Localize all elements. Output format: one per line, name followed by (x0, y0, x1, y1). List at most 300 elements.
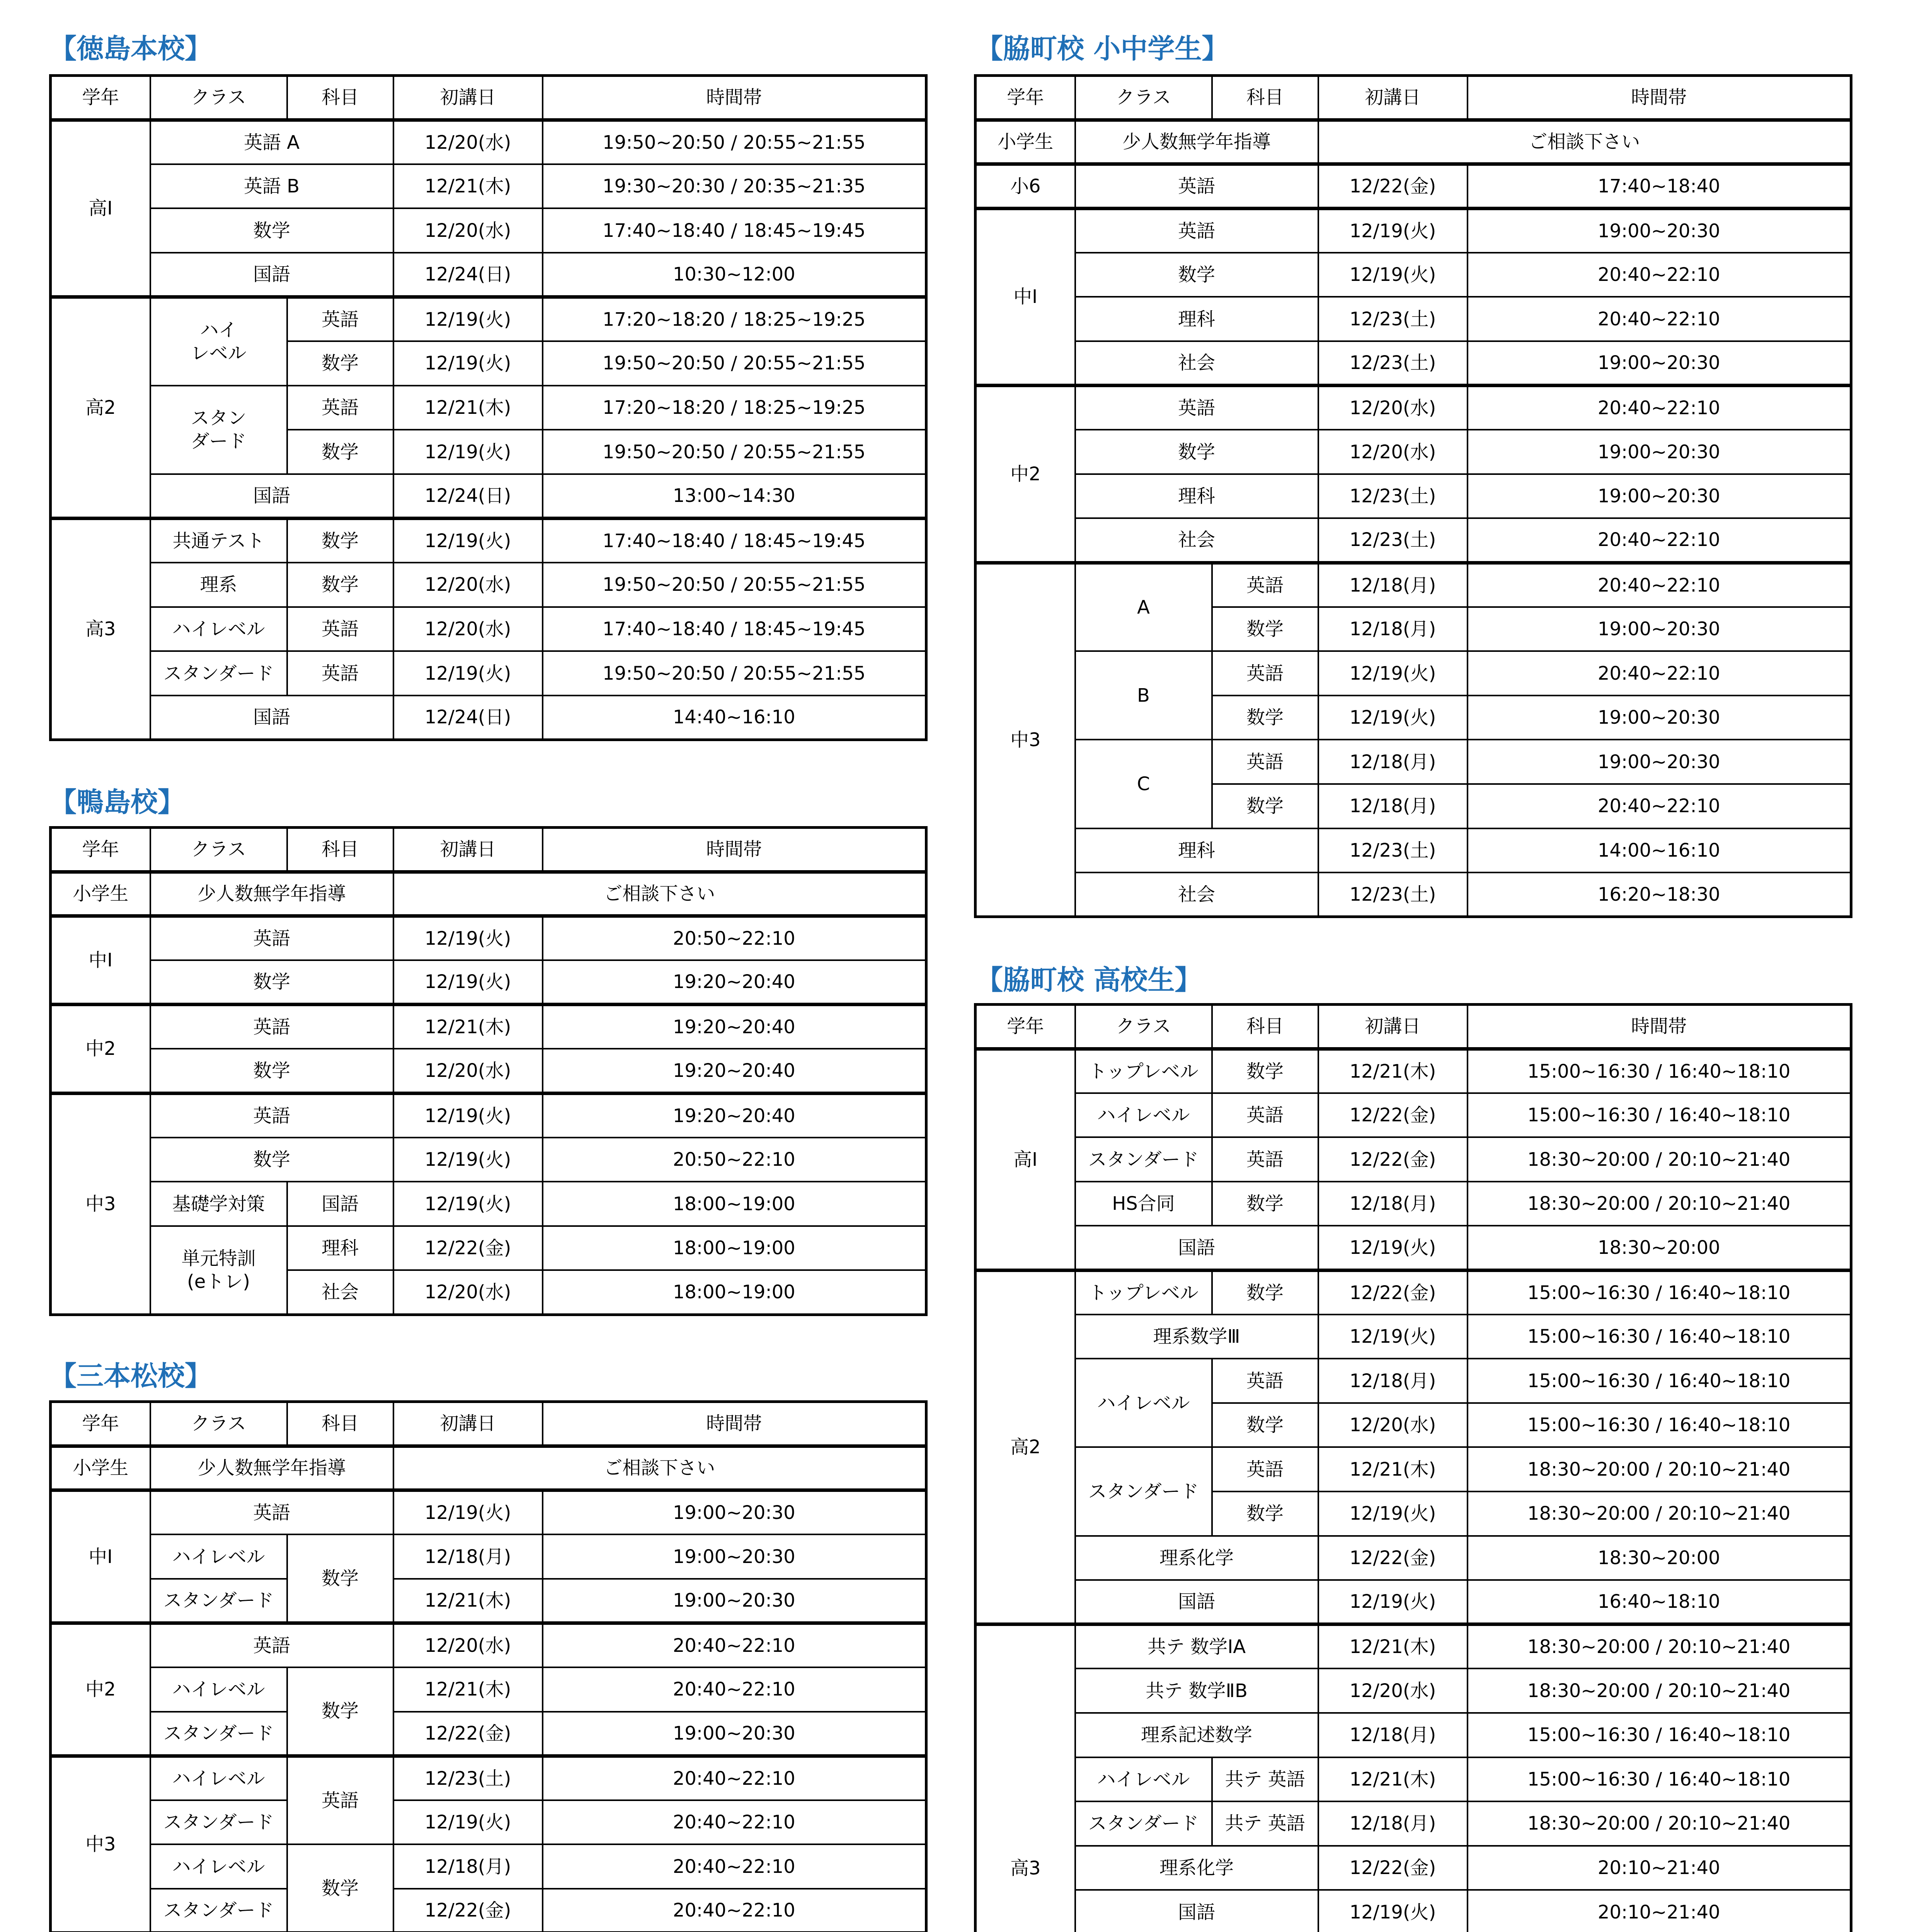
time-cell: 19:50~20:50 / 20:55~21:55 (543, 341, 926, 386)
class-cell: スタンダード (1075, 1801, 1212, 1846)
class-cell: 単元特訓 (eトレ) (150, 1226, 287, 1315)
date-cell: 12/21(木) (393, 164, 543, 209)
table-row (51, 1138, 926, 1182)
section-title-tokushima: 【徳島本校】 (49, 33, 212, 65)
consult-cell: ご相談下さい (393, 872, 926, 916)
date-cell: 12/19(火) (1318, 1580, 1468, 1624)
time-cell: 18:30~20:00 / 20:10~21:40 (1468, 1137, 1851, 1182)
class-cell: 理系数学Ⅲ (1075, 1315, 1318, 1359)
class-cell: ハイレベル (150, 1844, 287, 1889)
grade-cell: 中2 (51, 1623, 150, 1756)
grade-cell: 高Ⅰ (976, 1049, 1075, 1270)
time-cell: 20:40~22:10 (1468, 518, 1851, 563)
date-cell: 12/20(水) (393, 208, 543, 253)
time-cell: 19:00~20:30 (543, 1579, 926, 1623)
time-cell: 20:10~21:40 (1468, 1846, 1851, 1890)
time-cell: 20:40~22:10 (543, 1844, 926, 1889)
date-cell: 12/23(土) (1318, 872, 1468, 917)
class-cell: 少人数無学年指導 (150, 1446, 393, 1490)
date-cell: 12/23(土) (1318, 474, 1468, 519)
schedule-table-wakimachi-hs (974, 1003, 1852, 1932)
grade-cell: 中2 (51, 1005, 150, 1093)
time-cell: 18:30~20:00 / 20:10~21:40 (1468, 1447, 1851, 1492)
date-cell: 12/22(金) (1318, 1137, 1468, 1182)
table-row (51, 208, 926, 253)
class-cell: 社会 (1075, 872, 1318, 917)
class-cell: スタンダード (150, 1889, 287, 1932)
table-row (51, 164, 926, 209)
table-row (51, 1049, 926, 1093)
date-cell: 12/21(木) (393, 1667, 543, 1712)
time-cell: 15:00~16:30 / 16:40~18:10 (1468, 1270, 1851, 1315)
date-cell: 12/18(月) (1318, 563, 1468, 607)
table-row (51, 1800, 926, 1845)
time-cell: 18:00~19:00 (543, 1226, 926, 1270)
class-cell: 英語 (1075, 208, 1318, 253)
table-row (976, 1801, 1851, 1846)
header-grade: 学年 (51, 1402, 150, 1446)
table-row (51, 1490, 926, 1535)
date-cell: 12/19(火) (393, 1138, 543, 1182)
date-cell: 12/19(火) (393, 1093, 543, 1138)
date-cell: 12/18(月) (393, 1534, 543, 1579)
date-cell: 12/19(火) (393, 297, 543, 341)
class-cell: ハイレベル (150, 1756, 287, 1800)
date-cell: 12/19(火) (1318, 696, 1468, 740)
date-cell: 12/23(土) (1318, 297, 1468, 341)
table-row (976, 1890, 1851, 1932)
table-row (51, 960, 926, 1005)
class-cell: 理系化学 (1075, 1846, 1318, 1890)
table-row (976, 1757, 1851, 1802)
date-cell: 12/21(木) (393, 1005, 543, 1049)
time-cell: 19:20~20:40 (543, 1049, 926, 1093)
time-cell: 20:10~21:40 (1468, 1890, 1851, 1932)
grade-cell: 高3 (51, 518, 150, 740)
table-row (51, 518, 926, 563)
header-first-date: 初講日 (1318, 76, 1468, 120)
date-cell: 12/22(金) (393, 1712, 543, 1756)
time-cell: 19:00~20:30 (1468, 607, 1851, 651)
time-cell: 20:40~22:10 (543, 1800, 926, 1845)
header-grade: 学年 (976, 76, 1075, 120)
subject-cell: 数学 (287, 1534, 393, 1623)
subject-cell: 数学 (1212, 607, 1318, 651)
subject-cell: 数学 (287, 563, 393, 607)
time-cell: 20:40~22:10 (543, 1889, 926, 1932)
table-row (51, 872, 926, 916)
class-cell: 基礎学対策 (150, 1182, 287, 1226)
time-cell: 19:20~20:40 (543, 1093, 926, 1138)
subject-cell: 数学 (1212, 1182, 1318, 1226)
time-cell: 19:00~20:30 (1468, 474, 1851, 519)
time-cell: 17:40~18:40 / 18:45~19:45 (543, 518, 926, 563)
class-cell: 国語 (1075, 1890, 1318, 1932)
time-cell: 19:50~20:50 / 20:55~21:55 (543, 120, 926, 164)
time-cell: 18:30~20:00 / 20:10~21:40 (1468, 1801, 1851, 1846)
time-cell: 13:00~14:30 (543, 474, 926, 519)
header-time-slot: 時間帯 (543, 828, 926, 872)
date-cell: 12/19(火) (1318, 1492, 1468, 1536)
table-row (51, 1667, 926, 1712)
date-cell: 12/18(月) (1318, 1182, 1468, 1226)
subject-cell: 英語 (1212, 1359, 1318, 1403)
class-cell: 理科 (1075, 297, 1318, 341)
subject-cell: 共テ 英語 (1212, 1801, 1318, 1846)
date-cell: 12/19(火) (393, 341, 543, 386)
time-cell: 18:30~20:00 / 20:10~21:40 (1468, 1492, 1851, 1536)
date-cell: 12/19(火) (1318, 253, 1468, 297)
table-row (976, 1668, 1851, 1713)
table-row (51, 916, 926, 961)
table-row (976, 563, 1851, 607)
table-row (51, 607, 926, 651)
table-row (976, 474, 1851, 519)
class-cell: 数学 (150, 1138, 393, 1182)
table-row (51, 474, 926, 519)
subject-cell: 数学 (287, 341, 393, 386)
time-cell: 20:50~22:10 (543, 1138, 926, 1182)
table-row (51, 253, 926, 297)
table-row (976, 1624, 1851, 1669)
date-cell: 12/20(水) (393, 563, 543, 607)
date-cell: 12/20(水) (393, 1049, 543, 1093)
time-cell: 19:20~20:40 (543, 1005, 926, 1049)
class-cell: B (1075, 651, 1212, 740)
time-cell: 20:40~22:10 (1468, 651, 1851, 696)
time-cell: 15:00~16:30 / 16:40~18:10 (1468, 1713, 1851, 1757)
class-cell: 英語 (150, 1005, 393, 1049)
time-cell: 20:40~22:10 (1468, 297, 1851, 341)
date-cell: 12/19(火) (1318, 1890, 1468, 1932)
date-cell: 12/19(火) (393, 1182, 543, 1226)
date-cell: 12/23(土) (1318, 518, 1468, 563)
table-row (976, 1137, 1851, 1182)
section-title-kamojima: 【鴨島校】 (49, 786, 185, 818)
header-time-slot: 時間帯 (1468, 1005, 1851, 1049)
date-cell: 12/19(火) (1318, 651, 1468, 696)
table-row (976, 120, 1851, 164)
table-row (976, 341, 1851, 386)
time-cell: 18:30~20:00 / 20:10~21:40 (1468, 1182, 1851, 1226)
table-row (976, 1713, 1851, 1757)
table-row (51, 1712, 926, 1756)
table-row (976, 1846, 1851, 1890)
date-cell: 12/19(火) (1318, 208, 1468, 253)
subject-cell: 社会 (287, 1270, 393, 1315)
time-cell: 18:30~20:00 / 20:10~21:40 (1468, 1668, 1851, 1713)
time-cell: 15:00~16:30 / 16:40~18:10 (1468, 1403, 1851, 1447)
grade-cell: 高Ⅰ (51, 120, 150, 297)
subject-cell: 英語 (1212, 1093, 1318, 1138)
time-cell: 19:00~20:30 (543, 1490, 926, 1535)
subject-cell: 数学 (287, 430, 393, 474)
date-cell: 12/23(土) (1318, 828, 1468, 873)
header-time-slot: 時間帯 (543, 76, 926, 120)
table-row (51, 696, 926, 740)
class-cell: スタンダード (150, 1712, 287, 1756)
date-cell: 12/20(水) (1318, 1403, 1468, 1447)
table-row (51, 386, 926, 430)
schedule-table-wakimachi-jr (974, 74, 1852, 918)
subject-cell: 数学 (287, 518, 393, 563)
table-row (51, 1534, 926, 1579)
grade-cell: 中Ⅰ (51, 1490, 150, 1623)
header-time-slot: 時間帯 (543, 1402, 926, 1446)
class-cell: 数学 (150, 960, 393, 1005)
class-cell: スタンダード (1075, 1447, 1212, 1536)
table-row (51, 1182, 926, 1226)
subject-cell: 共テ 英語 (1212, 1757, 1318, 1802)
time-cell: 14:40~16:10 (543, 696, 926, 740)
date-cell: 12/19(火) (393, 1800, 543, 1845)
class-cell: 数学 (150, 208, 393, 253)
date-cell: 12/22(金) (1318, 1093, 1468, 1138)
grade-cell: 中2 (976, 386, 1075, 563)
subject-cell: 英語 (1212, 651, 1318, 696)
subject-cell: 英語 (1212, 1447, 1318, 1492)
time-cell: 20:40~22:10 (543, 1623, 926, 1667)
subject-cell: 数学 (1212, 784, 1318, 828)
grade-cell: 高2 (976, 1270, 1075, 1624)
table-row (51, 1005, 926, 1049)
date-cell: 12/20(水) (393, 120, 543, 164)
date-cell: 12/22(金) (393, 1889, 543, 1932)
table-row (976, 1049, 1851, 1093)
subject-cell: 英語 (1212, 740, 1318, 784)
class-cell: ハイレベル (150, 607, 287, 651)
table-row (976, 1447, 1851, 1492)
date-cell: 12/19(火) (393, 1490, 543, 1535)
table-row (51, 120, 926, 164)
table-row (51, 1623, 926, 1667)
table-row (976, 1580, 1851, 1624)
table-row (51, 297, 926, 341)
subject-cell: 英語 (287, 1756, 393, 1844)
class-cell: 共通テスト (150, 518, 287, 563)
date-cell: 12/18(月) (1318, 1359, 1468, 1403)
table-row (976, 430, 1851, 474)
class-cell: 英語 (1075, 164, 1318, 209)
table-row (976, 872, 1851, 917)
table-row (51, 1889, 926, 1932)
time-cell: 19:50~20:50 / 20:55~21:55 (543, 430, 926, 474)
date-cell: 12/22(金) (1318, 1536, 1468, 1580)
date-cell: 12/21(木) (1318, 1447, 1468, 1492)
class-cell: スタンダード (150, 1579, 287, 1623)
class-cell: スタンダード (150, 1800, 287, 1845)
header-first-date: 初講日 (393, 828, 543, 872)
schedule-table-kamojima (49, 826, 928, 1316)
class-cell: 国語 (150, 253, 393, 297)
table-row (976, 740, 1851, 784)
header-subject: 科目 (287, 76, 393, 120)
time-cell: 17:40~18:40 / 18:45~19:45 (543, 208, 926, 253)
class-cell: 少人数無学年指導 (150, 872, 393, 916)
subject-cell: 英語 (1212, 563, 1318, 607)
date-cell: 12/18(月) (393, 1844, 543, 1889)
date-cell: 12/20(水) (1318, 430, 1468, 474)
date-cell: 12/21(木) (393, 1579, 543, 1623)
table-row (976, 1182, 1851, 1226)
grade-cell: 高3 (976, 1624, 1075, 1932)
time-cell: 15:00~16:30 / 16:40~18:10 (1468, 1359, 1851, 1403)
class-cell: 理科 (1075, 474, 1318, 519)
subject-cell: 数学 (1212, 1270, 1318, 1315)
date-cell: 12/21(木) (393, 386, 543, 430)
table-row (51, 1756, 926, 1800)
class-cell: 英語 A (150, 120, 393, 164)
subject-cell: 理科 (287, 1226, 393, 1270)
date-cell: 12/20(水) (393, 1270, 543, 1315)
time-cell: 19:00~20:30 (1468, 341, 1851, 386)
date-cell: 12/18(月) (1318, 1801, 1468, 1846)
subject-cell: 英語 (287, 386, 393, 430)
table-row (51, 1844, 926, 1889)
subject-cell: 数学 (1212, 1492, 1318, 1536)
date-cell: 12/21(木) (1318, 1624, 1468, 1669)
subject-cell: 数学 (1212, 696, 1318, 740)
class-cell: 国語 (150, 696, 393, 740)
table-row (976, 297, 1851, 341)
section-title-wakimachi-jr: 【脇町校 小中学生】 (976, 33, 1229, 65)
class-cell: 理系記述数学 (1075, 1713, 1318, 1757)
date-cell: 12/24(日) (393, 696, 543, 740)
table-row (51, 563, 926, 607)
grade-cell: 高2 (51, 297, 150, 518)
table-row (976, 164, 1851, 209)
time-cell: 19:00~20:30 (543, 1534, 926, 1579)
grade-cell: 中Ⅰ (976, 208, 1075, 385)
subject-cell: 数学 (287, 1844, 393, 1932)
table-row (51, 1579, 926, 1623)
class-cell: 数学 (150, 1049, 393, 1093)
class-cell: ハイレベル (1075, 1359, 1212, 1447)
schedule-table-tokushima (49, 74, 928, 741)
time-cell: 15:00~16:30 / 16:40~18:10 (1468, 1093, 1851, 1138)
class-cell: 共テ 数学ⅠA (1075, 1624, 1318, 1669)
time-cell: 16:40~18:10 (1468, 1580, 1851, 1624)
grade-cell: 中Ⅰ (51, 916, 150, 1005)
time-cell: 18:30~20:00 (1468, 1536, 1851, 1580)
time-cell: 20:40~22:10 (543, 1756, 926, 1800)
class-cell: 英語 (150, 916, 393, 961)
time-cell: 20:40~22:10 (543, 1667, 926, 1712)
table-row (51, 1226, 926, 1270)
date-cell: 12/18(月) (1318, 784, 1468, 828)
table-row (976, 253, 1851, 297)
subject-cell: 英語 (287, 607, 393, 651)
header-grade: 学年 (976, 1005, 1075, 1049)
class-cell: 英語 (150, 1623, 393, 1667)
time-cell: 17:20~18:20 / 18:25~19:25 (543, 297, 926, 341)
class-cell: HS合同 (1075, 1182, 1212, 1226)
date-cell: 12/18(月) (1318, 740, 1468, 784)
header-grade: 学年 (51, 76, 150, 120)
date-cell: 12/19(火) (1318, 1315, 1468, 1359)
table-row (976, 1315, 1851, 1359)
date-cell: 12/20(水) (393, 1623, 543, 1667)
time-cell: 19:00~20:30 (1468, 740, 1851, 784)
table-row (51, 1446, 926, 1490)
time-cell: 19:00~20:30 (543, 1712, 926, 1756)
date-cell: 12/18(月) (1318, 1713, 1468, 1757)
header-grade: 学年 (51, 828, 150, 872)
grade-cell: 中3 (51, 1093, 150, 1315)
class-cell: 理系 (150, 563, 287, 607)
table-row (976, 208, 1851, 253)
subject-cell: 英語 (287, 297, 393, 341)
date-cell: 12/19(火) (393, 916, 543, 961)
header-row (51, 1402, 926, 1446)
class-cell: 少人数無学年指導 (1075, 120, 1318, 164)
time-cell: 18:30~20:00 (1468, 1226, 1851, 1270)
date-cell: 12/19(火) (393, 960, 543, 1005)
time-cell: 18:00~19:00 (543, 1182, 926, 1226)
class-cell: 国語 (150, 474, 393, 519)
time-cell: 15:00~16:30 / 16:40~18:10 (1468, 1757, 1851, 1802)
time-cell: 20:40~22:10 (1468, 563, 1851, 607)
date-cell: 12/21(木) (1318, 1757, 1468, 1802)
time-cell: 15:00~16:30 / 16:40~18:10 (1468, 1315, 1851, 1359)
time-cell: 19:00~20:30 (1468, 696, 1851, 740)
time-cell: 17:40~18:40 (1468, 164, 1851, 209)
time-cell: 20:40~22:10 (1468, 784, 1851, 828)
time-cell: 19:50~20:50 / 20:55~21:55 (543, 651, 926, 696)
time-cell: 20:50~22:10 (543, 916, 926, 961)
class-cell: ハイレベル (150, 1667, 287, 1712)
header-row (976, 76, 1851, 120)
date-cell: 12/19(火) (393, 651, 543, 696)
time-cell: 17:40~18:40 / 18:45~19:45 (543, 607, 926, 651)
grade-cell: 中3 (976, 563, 1075, 917)
class-cell: ハイレベル (1075, 1757, 1212, 1802)
header-class: クラス (150, 1402, 287, 1446)
class-cell: スタンダード (1075, 1137, 1212, 1182)
date-cell: 12/24(日) (393, 253, 543, 297)
subject-cell: 数学 (287, 1667, 393, 1756)
consult-cell: ご相談下さい (393, 1446, 926, 1490)
table-row (976, 1270, 1851, 1315)
subject-cell: 数学 (1212, 1049, 1318, 1093)
header-class: クラス (1075, 1005, 1212, 1049)
class-cell: 理科 (1075, 828, 1318, 873)
header-row (51, 76, 926, 120)
time-cell: 19:20~20:40 (543, 960, 926, 1005)
grade-cell: 小学生 (51, 1446, 150, 1490)
time-cell: 20:40~22:10 (1468, 253, 1851, 297)
class-cell: 英語 (150, 1093, 393, 1138)
subject-cell: 数学 (1212, 1403, 1318, 1447)
time-cell: 20:40~22:10 (1468, 386, 1851, 430)
class-cell: ハイレベル (150, 1534, 287, 1579)
date-cell: 12/19(火) (393, 518, 543, 563)
subject-cell: 国語 (287, 1182, 393, 1226)
table-row (976, 651, 1851, 696)
consult-cell: ご相談下さい (1318, 120, 1851, 164)
header-row (976, 1005, 1851, 1049)
time-cell: 17:20~18:20 / 18:25~19:25 (543, 386, 926, 430)
class-cell: スタンダード (150, 651, 287, 696)
schedule-table-sanbonmatsu (49, 1400, 928, 1932)
time-cell: 18:30~20:00 / 20:10~21:40 (1468, 1624, 1851, 1669)
table-row (51, 1093, 926, 1138)
class-cell: 社会 (1075, 518, 1318, 563)
time-cell: 14:00~16:10 (1468, 828, 1851, 873)
time-cell: 16:20~18:30 (1468, 872, 1851, 917)
class-cell: 英語 (1075, 386, 1318, 430)
table-row (976, 1226, 1851, 1270)
